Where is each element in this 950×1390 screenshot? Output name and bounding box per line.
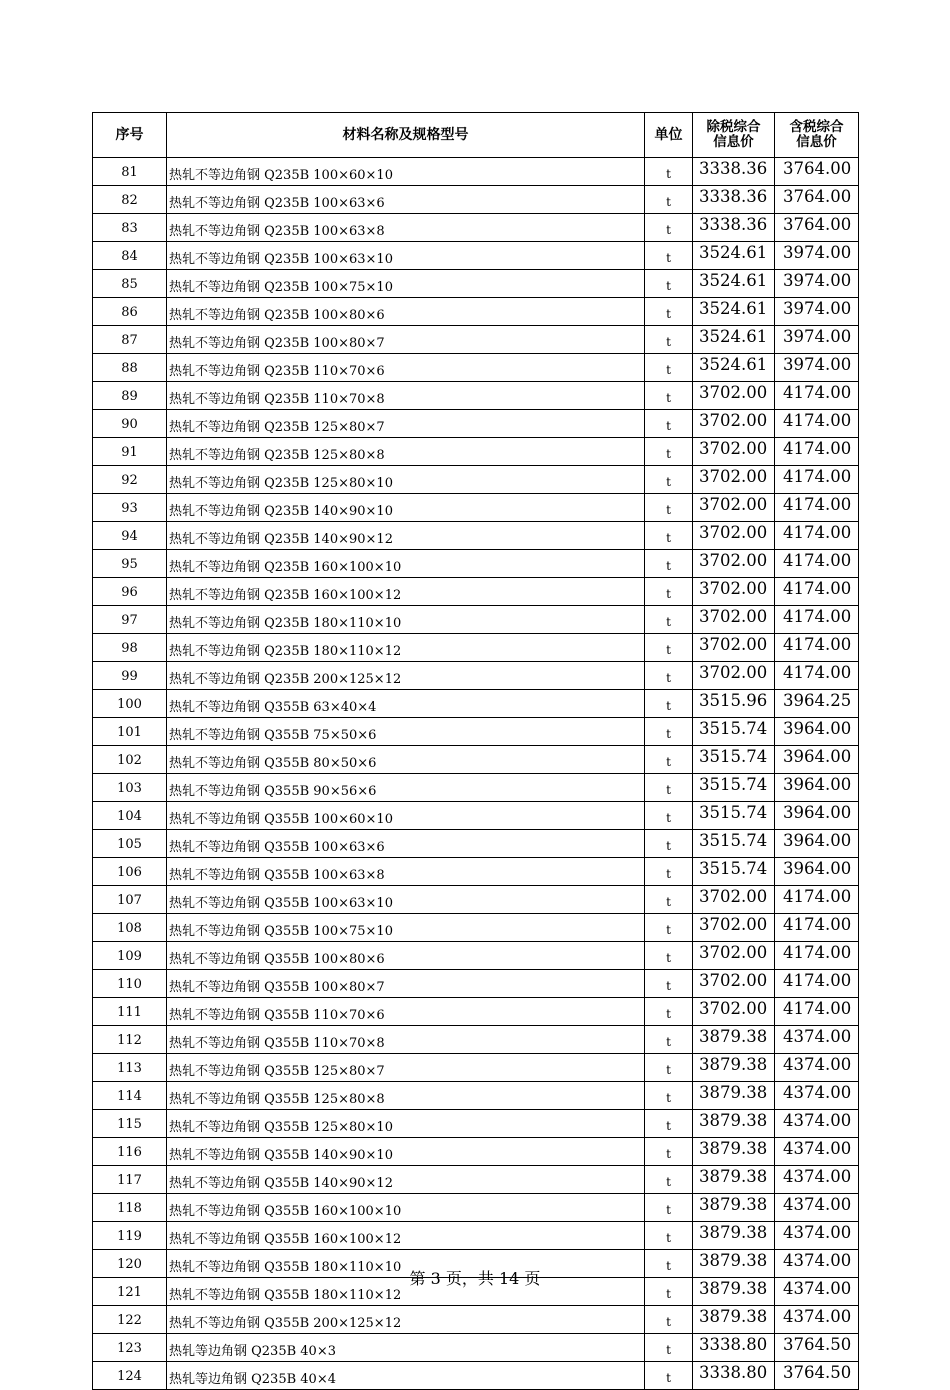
cell-no: 82 [93,186,167,214]
cell-price-inc-tax: 4174.00 [775,970,859,998]
cell-price-inc-tax: 4374.00 [775,1138,859,1166]
cell-price-inc-tax: 4374.00 [775,1110,859,1138]
cell-name: 热轧不等边角钢 Q355B 100×80×6 [167,942,645,970]
cell-price-inc-tax: 4174.00 [775,914,859,942]
cell-name: 热轧不等边角钢 Q235B 180×110×12 [167,634,645,662]
cell-no: 107 [93,886,167,914]
table-row [93,746,859,774]
table-row [93,942,859,970]
cell-name: 热轧不等边角钢 Q355B 110×70×8 [167,1026,645,1054]
cell-price-ex-tax: 3338.80 [693,1362,775,1390]
cell-price-inc-tax: 4374.00 [775,1194,859,1222]
cell-price-ex-tax: 3702.00 [693,466,775,494]
cell-no: 95 [93,550,167,578]
cell-no: 97 [93,606,167,634]
cell-no: 109 [93,942,167,970]
cell-no: 98 [93,634,167,662]
cell-price-ex-tax: 3338.36 [693,186,775,214]
cell-no: 119 [93,1222,167,1250]
table-row [93,1166,859,1194]
cell-price-inc-tax: 4174.00 [775,522,859,550]
cell-price-ex-tax: 3524.61 [693,270,775,298]
table-row [93,1082,859,1110]
cell-name: 热轧不等边角钢 Q235B 100×80×6 [167,298,645,326]
cell-price-ex-tax: 3702.00 [693,522,775,550]
cell-price-inc-tax: 4374.00 [775,1222,859,1250]
table-row [93,606,859,634]
cell-name: 热轧不等边角钢 Q235B 110×70×6 [167,354,645,382]
cell-no: 108 [93,914,167,942]
cell-price-ex-tax: 3879.38 [693,1222,775,1250]
cell-no: 91 [93,438,167,466]
cell-unit: t [645,942,693,970]
cell-name: 热轧不等边角钢 Q235B 110×70×8 [167,382,645,410]
cell-name: 热轧不等边角钢 Q235B 100×80×7 [167,326,645,354]
cell-price-inc-tax: 4174.00 [775,494,859,522]
cell-name: 热轧不等边角钢 Q235B 180×110×10 [167,606,645,634]
cell-price-inc-tax: 3764.50 [775,1334,859,1362]
cell-unit: t [645,326,693,354]
cell-price-ex-tax: 3702.00 [693,914,775,942]
cell-name: 热轧不等边角钢 Q235B 125×80×8 [167,438,645,466]
cell-no: 100 [93,690,167,718]
cell-price-inc-tax: 3764.00 [775,214,859,242]
header-price-ex-tax [693,113,775,158]
cell-price-ex-tax: 3702.00 [693,970,775,998]
cell-no: 88 [93,354,167,382]
cell-unit: t [645,970,693,998]
cell-name: 热轧不等边角钢 Q355B 100×63×6 [167,830,645,858]
table-row [93,494,859,522]
cell-price-inc-tax: 3974.00 [775,298,859,326]
cell-name: 热轧不等边角钢 Q355B 80×50×6 [167,746,645,774]
cell-unit: t [645,1026,693,1054]
cell-price-inc-tax: 3964.25 [775,690,859,718]
header-price-inc-tax-line2: 信息价 [796,134,837,150]
cell-no: 99 [93,662,167,690]
cell-no: 114 [93,1082,167,1110]
cell-price-inc-tax: 3974.00 [775,242,859,270]
cell-name: 热轧不等边角钢 Q355B 100×60×10 [167,802,645,830]
table-row [93,1110,859,1138]
cell-price-ex-tax: 3702.00 [693,382,775,410]
cell-name: 热轧不等边角钢 Q355B 100×63×8 [167,858,645,886]
cell-unit: t [645,466,693,494]
cell-price-ex-tax: 3524.61 [693,326,775,354]
cell-unit: t [645,830,693,858]
cell-price-ex-tax: 3515.96 [693,690,775,718]
cell-price-ex-tax: 3338.80 [693,1334,775,1362]
cell-price-ex-tax: 3338.36 [693,158,775,186]
cell-unit: t [645,494,693,522]
table-row [93,1306,859,1334]
cell-no: 102 [93,746,167,774]
cell-unit: t [645,242,693,270]
cell-no: 84 [93,242,167,270]
table-row [93,298,859,326]
cell-name: 热轧不等边角钢 Q235B 160×100×10 [167,550,645,578]
cell-price-ex-tax: 3702.00 [693,438,775,466]
header-price-ex-tax-line2: 信息价 [713,134,754,150]
cell-name: 热轧不等边角钢 Q235B 100×60×10 [167,158,645,186]
cell-no: 106 [93,858,167,886]
cell-no: 115 [93,1110,167,1138]
cell-no: 111 [93,998,167,1026]
cell-unit: t [645,634,693,662]
cell-unit: t [645,998,693,1026]
cell-price-ex-tax: 3702.00 [693,634,775,662]
cell-price-inc-tax: 4174.00 [775,466,859,494]
table-row [93,858,859,886]
cell-price-inc-tax: 3964.00 [775,774,859,802]
table-row [93,158,859,186]
table-row [93,1054,859,1082]
cell-price-inc-tax: 4174.00 [775,886,859,914]
cell-price-inc-tax: 4374.00 [775,1278,859,1306]
table-row [93,354,859,382]
table-row [93,662,859,690]
cell-unit: t [645,298,693,326]
cell-no: 94 [93,522,167,550]
cell-unit: t [645,802,693,830]
table-row [93,970,859,998]
cell-price-inc-tax: 3974.00 [775,326,859,354]
cell-unit: t [645,718,693,746]
cell-no: 85 [93,270,167,298]
cell-price-ex-tax: 3702.00 [693,998,775,1026]
cell-no: 87 [93,326,167,354]
cell-name: 热轧不等边角钢 Q235B 125×80×7 [167,410,645,438]
header-price-inc-tax [775,113,859,158]
cell-no: 89 [93,382,167,410]
cell-price-inc-tax: 3964.00 [775,830,859,858]
header-unit: 单位 [645,113,693,158]
cell-price-inc-tax: 4174.00 [775,438,859,466]
table-row [93,774,859,802]
cell-name: 热轧不等边角钢 Q355B 125×80×7 [167,1054,645,1082]
cell-no: 104 [93,802,167,830]
table-row [93,718,859,746]
cell-unit: t [645,1362,693,1390]
cell-name: 热轧不等边角钢 Q355B 140×90×10 [167,1138,645,1166]
cell-unit: t [645,858,693,886]
cell-price-ex-tax: 3338.36 [693,214,775,242]
cell-unit: t [645,1110,693,1138]
cell-price-inc-tax: 3974.00 [775,354,859,382]
cell-no: 122 [93,1306,167,1334]
cell-no: 92 [93,466,167,494]
cell-name: 热轧不等边角钢 Q235B 100×63×6 [167,186,645,214]
table-row [93,326,859,354]
cell-no: 81 [93,158,167,186]
cell-name: 热轧不等边角钢 Q355B 160×100×12 [167,1222,645,1250]
table-row [93,550,859,578]
cell-price-inc-tax: 3964.00 [775,858,859,886]
cell-no: 117 [93,1166,167,1194]
cell-price-ex-tax: 3515.74 [693,746,775,774]
cell-name: 热轧不等边角钢 Q235B 200×125×12 [167,662,645,690]
table-row [93,578,859,606]
cell-price-inc-tax: 4374.00 [775,1166,859,1194]
table-row [93,802,859,830]
cell-no: 121 [93,1278,167,1306]
header-price-inc-tax-line1: 含税综合 [789,119,844,135]
table-row [93,242,859,270]
cell-unit: t [645,774,693,802]
cell-unit: t [645,550,693,578]
cell-price-inc-tax: 4174.00 [775,578,859,606]
cell-price-inc-tax: 4374.00 [775,1026,859,1054]
cell-unit: t [645,1222,693,1250]
cell-name: 热轧不等边角钢 Q355B 140×90×12 [167,1166,645,1194]
cell-price-inc-tax: 3974.00 [775,270,859,298]
price-table [92,112,859,1390]
cell-price-inc-tax: 4174.00 [775,606,859,634]
cell-unit: t [645,1166,693,1194]
cell-name: 热轧不等边角钢 Q355B 90×56×6 [167,774,645,802]
cell-name: 热轧不等边角钢 Q355B 63×40×4 [167,690,645,718]
table-row [93,438,859,466]
table-row [93,270,859,298]
cell-no: 123 [93,1334,167,1362]
cell-price-inc-tax: 4374.00 [775,1054,859,1082]
cell-unit: t [645,1306,693,1334]
cell-name: 热轧不等边角钢 Q355B 200×125×12 [167,1306,645,1334]
cell-price-inc-tax: 4174.00 [775,382,859,410]
cell-price-ex-tax: 3524.61 [693,242,775,270]
cell-unit: t [645,158,693,186]
cell-name: 热轧等边角钢 Q235B 40×4 [167,1362,645,1390]
cell-price-inc-tax: 4374.00 [775,1306,859,1334]
cell-price-ex-tax: 3515.74 [693,858,775,886]
cell-name: 热轧不等边角钢 Q355B 110×70×6 [167,998,645,1026]
cell-name: 热轧不等边角钢 Q355B 75×50×6 [167,718,645,746]
cell-price-ex-tax: 3515.74 [693,774,775,802]
cell-price-inc-tax: 4174.00 [775,410,859,438]
cell-no: 90 [93,410,167,438]
cell-name: 热轧不等边角钢 Q235B 140×90×12 [167,522,645,550]
cell-unit: t [645,1054,693,1082]
cell-unit: t [645,1194,693,1222]
cell-price-ex-tax: 3515.74 [693,830,775,858]
cell-unit: t [645,578,693,606]
cell-price-ex-tax: 3879.38 [693,1250,775,1278]
cell-unit: t [645,186,693,214]
cell-price-ex-tax: 3879.38 [693,1110,775,1138]
table-row [93,466,859,494]
table-row [93,1362,859,1390]
cell-name: 热轧不等边角钢 Q235B 100×63×8 [167,214,645,242]
cell-unit: t [645,270,693,298]
cell-price-inc-tax: 4174.00 [775,662,859,690]
table-row [93,522,859,550]
cell-price-ex-tax: 3879.38 [693,1306,775,1334]
cell-price-inc-tax: 4174.00 [775,634,859,662]
cell-no: 112 [93,1026,167,1054]
table-body [93,158,859,1390]
table-header-row [93,113,859,158]
cell-unit: t [645,690,693,718]
cell-unit: t [645,1138,693,1166]
cell-no: 86 [93,298,167,326]
table-row [93,690,859,718]
cell-name: 热轧不等边角钢 Q355B 100×63×10 [167,886,645,914]
cell-unit: t [645,214,693,242]
cell-name: 热轧等边角钢 Q235B 40×3 [167,1334,645,1362]
cell-unit: t [645,1278,693,1306]
page-footer: 第 3 页，共 14 页 [409,1269,541,1288]
table-row [93,1334,859,1362]
cell-price-ex-tax: 3702.00 [693,662,775,690]
cell-price-ex-tax: 3515.74 [693,718,775,746]
cell-name: 热轧不等边角钢 Q235B 140×90×10 [167,494,645,522]
cell-unit: t [645,1082,693,1110]
cell-price-ex-tax: 3879.38 [693,1082,775,1110]
cell-price-ex-tax: 3515.74 [693,802,775,830]
cell-unit: t [645,410,693,438]
cell-name: 热轧不等边角钢 Q355B 100×75×10 [167,914,645,942]
table-row [93,914,859,942]
cell-no: 120 [93,1250,167,1278]
cell-price-ex-tax: 3702.00 [693,410,775,438]
cell-price-ex-tax: 3879.38 [693,1026,775,1054]
cell-no: 124 [93,1362,167,1390]
cell-name: 热轧不等边角钢 Q355B 180×110×10 [167,1250,645,1278]
header-no: 序号 [93,113,167,158]
cell-price-ex-tax: 3524.61 [693,354,775,382]
table-row [93,382,859,410]
cell-price-inc-tax: 4374.00 [775,1250,859,1278]
cell-price-ex-tax: 3879.38 [693,1278,775,1306]
table-row [93,830,859,858]
table-row [93,1138,859,1166]
cell-price-ex-tax: 3879.38 [693,1166,775,1194]
cell-price-inc-tax: 3964.00 [775,718,859,746]
cell-unit: t [645,1334,693,1362]
cell-no: 110 [93,970,167,998]
table-row [93,1222,859,1250]
cell-unit: t [645,522,693,550]
cell-no: 105 [93,830,167,858]
cell-price-ex-tax: 3524.61 [693,298,775,326]
cell-name: 热轧不等边角钢 Q355B 125×80×10 [167,1110,645,1138]
cell-name: 热轧不等边角钢 Q235B 100×63×10 [167,242,645,270]
cell-price-inc-tax: 4174.00 [775,550,859,578]
cell-unit: t [645,886,693,914]
cell-unit: t [645,662,693,690]
cell-unit: t [645,438,693,466]
cell-price-ex-tax: 3702.00 [693,550,775,578]
cell-no: 93 [93,494,167,522]
cell-unit: t [645,746,693,774]
cell-unit: t [645,382,693,410]
cell-price-ex-tax: 3702.00 [693,606,775,634]
cell-price-ex-tax: 3702.00 [693,578,775,606]
cell-price-ex-tax: 3879.38 [693,1054,775,1082]
cell-price-ex-tax: 3702.00 [693,886,775,914]
table-row [93,634,859,662]
cell-unit: t [645,1250,693,1278]
cell-unit: t [645,914,693,942]
cell-no: 113 [93,1054,167,1082]
table-row [93,214,859,242]
cell-price-inc-tax: 3764.50 [775,1362,859,1390]
cell-unit: t [645,606,693,634]
table-row [93,998,859,1026]
cell-name: 热轧不等边角钢 Q355B 160×100×10 [167,1194,645,1222]
table-row [93,186,859,214]
cell-name: 热轧不等边角钢 Q355B 125×80×8 [167,1082,645,1110]
cell-price-ex-tax: 3702.00 [693,942,775,970]
table-row [93,410,859,438]
cell-name: 热轧不等边角钢 Q235B 160×100×12 [167,578,645,606]
cell-no: 96 [93,578,167,606]
cell-no: 116 [93,1138,167,1166]
cell-price-inc-tax: 3764.00 [775,158,859,186]
cell-unit: t [645,354,693,382]
table-row [93,886,859,914]
cell-price-inc-tax: 4174.00 [775,942,859,970]
cell-price-inc-tax: 4374.00 [775,1082,859,1110]
cell-price-ex-tax: 3702.00 [693,494,775,522]
cell-name: 热轧不等边角钢 Q355B 100×80×7 [167,970,645,998]
cell-price-inc-tax: 3764.00 [775,186,859,214]
cell-name: 热轧不等边角钢 Q355B 180×110×12 [167,1278,645,1306]
table-row [93,1026,859,1054]
cell-price-inc-tax: 4174.00 [775,998,859,1026]
cell-no: 118 [93,1194,167,1222]
table-row [93,1194,859,1222]
cell-name: 热轧不等边角钢 Q235B 125×80×10 [167,466,645,494]
cell-no: 103 [93,774,167,802]
cell-no: 101 [93,718,167,746]
cell-price-ex-tax: 3879.38 [693,1138,775,1166]
cell-no: 83 [93,214,167,242]
header-name: 材料名称及规格型号 [167,113,645,158]
cell-price-inc-tax: 3964.00 [775,746,859,774]
header-price-ex-tax-line1: 除税综合 [706,119,761,135]
cell-price-ex-tax: 3879.38 [693,1194,775,1222]
cell-price-inc-tax: 3964.00 [775,802,859,830]
cell-name: 热轧不等边角钢 Q235B 100×75×10 [167,270,645,298]
